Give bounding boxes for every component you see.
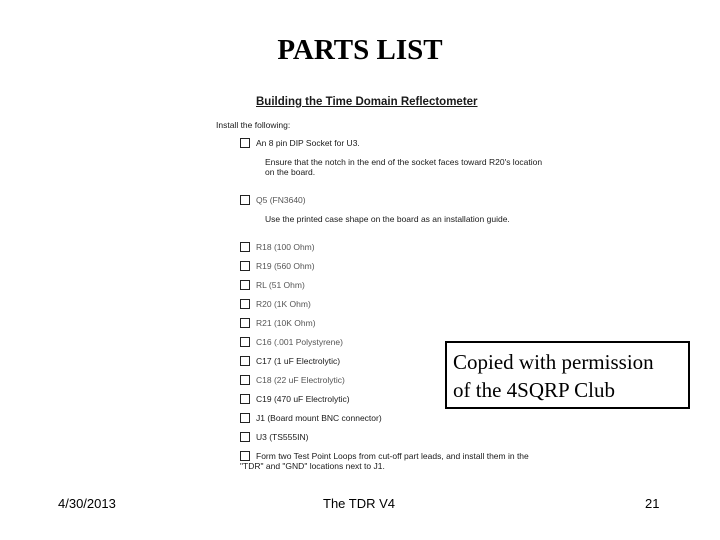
checkbox-icon [240, 394, 250, 404]
checklist-item-r18 [240, 242, 315, 252]
checkbox-icon [240, 261, 250, 271]
checkbox-icon [240, 318, 250, 328]
item-label: Form two Test Point Loops from cut-off part leads, and install them in the [256, 451, 529, 461]
item-label: J1 (Board mount BNC connector) [256, 413, 382, 423]
checkbox-icon [240, 413, 250, 423]
install-instruction: Install the following: [216, 120, 291, 130]
checklist-item-u3 [240, 432, 308, 442]
item-label: R21 (10K Ohm) [256, 318, 316, 328]
checklist-item-dip-socket [240, 138, 360, 148]
callout-line: Copied with permission [453, 350, 654, 374]
note-line: Ensure that the notch in the end of the socket faces toward R20's location [265, 157, 543, 167]
permission-callout [445, 341, 690, 409]
item-label: Q5 (FN3640) [256, 195, 306, 205]
item-label: R18 (100 Ohm) [256, 242, 315, 252]
checkbox-icon [240, 195, 250, 205]
item-label: C16 (.001 Polystyrene) [256, 337, 343, 347]
item-label: C19 (470 uF Electrolytic) [256, 394, 350, 404]
checkbox-icon [240, 280, 250, 290]
item-label: U3 (TS555IN) [256, 432, 309, 442]
checklist-item-test-loops [240, 451, 529, 461]
checkbox-icon [240, 299, 250, 309]
checklist-item-q5 [240, 195, 306, 205]
slide-title: PARTS LIST [277, 34, 443, 66]
checkbox-icon [240, 242, 250, 252]
item-label: RL (51 Ohm) [256, 280, 305, 290]
item-note [265, 157, 542, 177]
document-heading: Building the Time Domain Reflectometer [256, 96, 478, 108]
checklist-item-j1 [240, 413, 382, 423]
note-line: Use the printed case shape on the board as an installation guide. [265, 214, 510, 224]
item-label: C18 (22 uF Electrolytic) [256, 375, 345, 385]
checklist-item-c18 [240, 375, 345, 385]
checkbox-icon [240, 337, 250, 347]
note-line: on the board. [265, 167, 316, 177]
checklist-item-c19 [240, 394, 350, 404]
note-line: "TDR" and "GND" locations next to J1. [240, 461, 385, 471]
footer-date: 4/30/2013 [58, 496, 116, 511]
item-label: C17 (1 uF Electrolytic) [256, 356, 341, 366]
checklist-item-r19 [240, 261, 315, 271]
item-label: R19 (560 Ohm) [256, 261, 315, 271]
checklist-item-r20 [240, 299, 311, 309]
checkbox-icon [240, 138, 250, 148]
checklist-item-r21 [240, 318, 316, 328]
item-note [265, 214, 510, 224]
checklist-item-rl [240, 280, 305, 290]
checklist-item-c16 [240, 337, 343, 347]
footer-center: The TDR V4 [323, 496, 396, 511]
item-label: An 8 pin DIP Socket for U3. [256, 138, 360, 148]
checkbox-icon [240, 375, 250, 385]
checklist-item-c17 [240, 356, 340, 366]
footer-page-number: 21 [645, 496, 660, 511]
checkbox-icon [240, 356, 250, 366]
checkbox-icon [240, 432, 250, 442]
callout-line: of the 4SQRP Club [453, 378, 615, 402]
item-note [240, 461, 385, 471]
scanned-parts-document [213, 94, 543, 474]
item-label: R20 (1K Ohm) [256, 299, 311, 309]
checkbox-icon [240, 451, 250, 461]
